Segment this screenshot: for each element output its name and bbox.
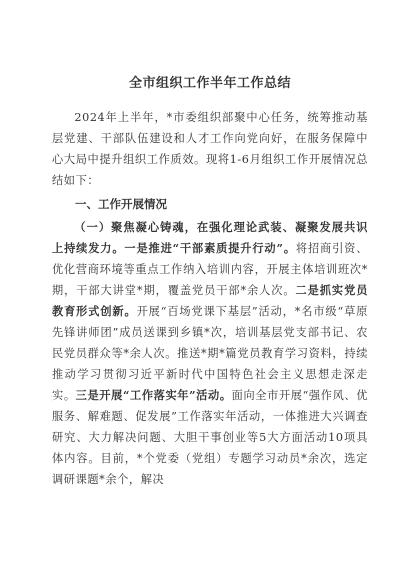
body-paragraph-1	[52, 217, 368, 490]
subsection-lead: （一）聚焦凝心铸魂，在强化理论武装、凝聚发展共识上持续发力。	[52, 220, 368, 255]
point-2-label: 二是抓实党员教育形式创新。	[52, 283, 368, 318]
intro-paragraph: 2024年上半年，*市委组织部聚中心任务，统筹推动基层党建、干部队伍建设和人才工作向党向好，在服务保障中心大局中提升组织工作质效。现将1-6月组织工作开展情况总结如下：	[52, 111, 368, 187]
point-1-label: 一是推进“干部素质提升行动”。	[124, 241, 296, 255]
point-3-label: 三是开展“工作落实年”活动。	[75, 388, 232, 402]
document-title: 全市组织工作半年工作总结	[128, 76, 291, 91]
point-2-text: 开展“百场党课下基层”活动，*名市级“草原先锋讲师团”成员送课到乡镇*次，培训基层党支部书记、农民党员群众等*余人次。推送*期*篇党员教育学习资料，持续推动学习贯彻习近平新时代中国特色社会主义思想走深走实。	[52, 305, 368, 402]
point-1-text: 将招商引资、优化营商环境等重点工作纳入培训内容，开展主体培训班次*期，干部大讲堂*期，覆盖党员干部*余人次。	[52, 242, 369, 297]
section-heading-1: 一、工作开展情况	[75, 197, 167, 211]
point-3-text: 面向全市开展“强作风、优服务、解难题、促发展”工作落实年活动，一体推进大兴调查研究、大力解决问题、大胆干事创业等5大方面活动10项具体内容。目前，*个党委（党组）专题学习动员*余次，选定调研课题*余个，解决	[52, 389, 369, 486]
